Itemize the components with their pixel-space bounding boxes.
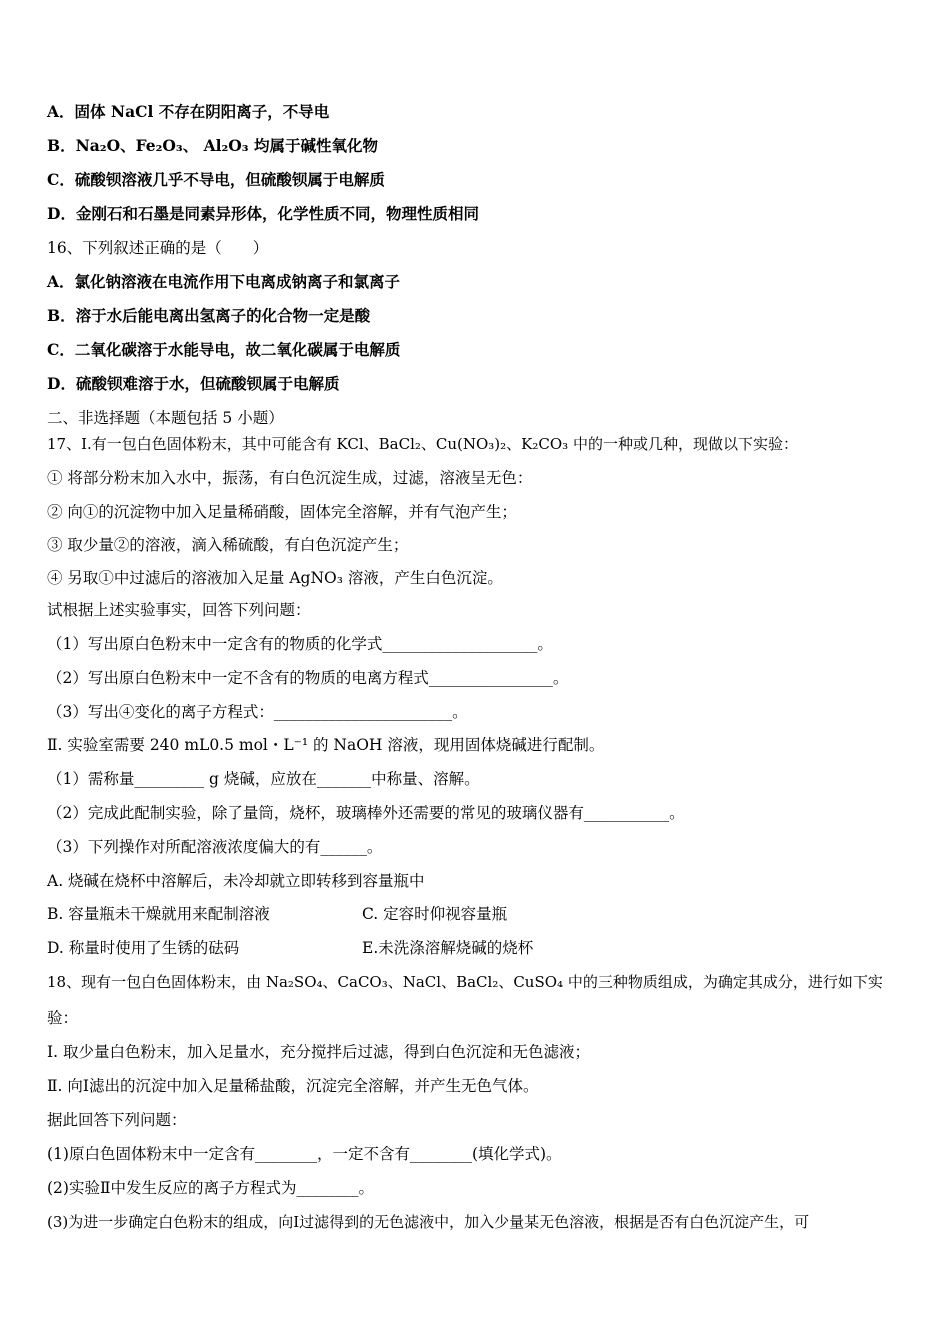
q17-choice-e: E.未洗涤溶解烧碱的烧杯 <box>362 939 534 957</box>
q17-part1-question-1: （1）写出原白色粉末中一定含有的物质的化学式____________________。 <box>47 635 553 653</box>
q18-stem: 18、现有一包白色固体粉末，由 Na₂SO₄、CaCO₃、NaCl、BaCl₂、CuSO₄ 中的三种物质组成，为确定其成分，进行如下实 <box>47 973 883 991</box>
q18-stem-continued: 验： <box>47 1009 79 1027</box>
q15-option-b: B．Na₂O、Fe₂O₃、 Al₂O₃ 均属于碱性氧化物 <box>47 136 378 155</box>
q17-part2-stem: Ⅱ. 实验室需要 240 mL0.5 mol・L⁻¹ 的 NaOH 溶液，现用固体烧碱进行配制。 <box>47 736 605 754</box>
q17-step-4: ④ 另取①中过滤后的溶液加入足量 AgNO₃ 溶液，产生白色沉淀。 <box>47 569 503 587</box>
q16-option-c: C．二氧化碳溶于水能导电，故二氧化碳属于电解质 <box>47 340 401 359</box>
section-heading: 二、非选择题（本题包括 5 小题） <box>47 409 284 427</box>
q15-option-d: D．金刚石和石墨是同素异形体，化学性质不同，物理性质相同 <box>47 204 479 223</box>
q16-option-d: D．硫酸钡难溶于水，但硫酸钡属于电解质 <box>47 374 340 393</box>
q17-part2-question-1: （1）需称量_________ g 烧碱，应放在_______中称量、溶解。 <box>47 770 480 788</box>
q17-step-2: ② 向①的沉淀物中加入足量稀硝酸，固体完全溶解，并有气泡产生； <box>47 503 517 521</box>
q18-step-1: Ⅰ. 取少量白色粉末，加入足量水，充分搅拌后过滤，得到白色沉淀和无色滤液； <box>47 1043 590 1061</box>
q18-step-2: Ⅱ. 向Ⅰ滤出的沉淀中加入足量稀盐酸，沉淀完全溶解，并产生无色气体。 <box>47 1077 539 1095</box>
q15-option-a: A．固体 NaCl 不存在阴阳离子，不导电 <box>47 102 330 121</box>
q18-prompt: 据此回答下列问题： <box>47 1111 187 1129</box>
q17-part1-stem: 17、Ⅰ.有一包白色固体粉末，其中可能含有 KCl、BaCl₂、Cu(NO₃)₂、K₂CO₃ 中的一种或几种，现做以下实验： <box>47 435 798 453</box>
q17-part1-question-2: （2）写出原白色粉末中一定不含有的物质的电离方程式________________。 <box>47 669 569 687</box>
q16-option-b: B．溶于水后能电离出氢离子的化合物一定是酸 <box>47 306 371 325</box>
q18-question-1: (1)原白色固体粉末中一定含有________，一定不含有________(填化学式)。 <box>47 1145 562 1163</box>
q17-prompt: 试根据上述实验事实，回答下列问题： <box>47 601 311 619</box>
q16-stem: 16、下列叙述正确的是（ ） <box>47 239 269 257</box>
q17-part2-question-2: （2）完成此配制实验，除了量筒，烧杯，玻璃棒外还需要的常见的玻璃仪器有___________。 <box>47 804 685 822</box>
q17-choice-d: D. 称量时使用了生锈的砝码 <box>47 939 240 957</box>
q17-step-3: ③ 取少量②的溶液，滴入稀硫酸，有白色沉淀产生； <box>47 536 409 554</box>
q18-question-2: (2)实验Ⅱ中发生反应的离子方程式为________。 <box>47 1179 374 1197</box>
q17-choice-c: C. 定容时仰视容量瓶 <box>362 905 508 923</box>
q17-step-1: ① 将部分粉末加入水中，振荡，有白色沉淀生成，过滤，溶液呈无色： <box>47 469 533 487</box>
q16-option-a: A．氯化钠溶液在电流作用下电离成钠离子和氯离子 <box>47 272 401 291</box>
q17-part2-question-3: （3）下列操作对所配溶液浓度偏大的有______。 <box>47 838 383 856</box>
q17-choice-b: B. 容量瓶未干燥就用来配制溶液 <box>47 905 270 923</box>
q15-option-c: C．硫酸钡溶液几乎不导电，但硫酸钡属于电解质 <box>47 170 385 189</box>
q17-part1-question-3: （3）写出④变化的离子方程式：_______________________。 <box>47 703 468 721</box>
q18-question-3: (3)为进一步确定白色粉末的组成，向Ⅰ过滤得到的无色滤液中，加入少量某无色溶液，根据是否有白色沉淀产生，可 <box>47 1213 810 1231</box>
q17-choice-a: A. 烧碱在烧杯中溶解后，未冷却就立即转移到容量瓶中 <box>47 872 425 890</box>
